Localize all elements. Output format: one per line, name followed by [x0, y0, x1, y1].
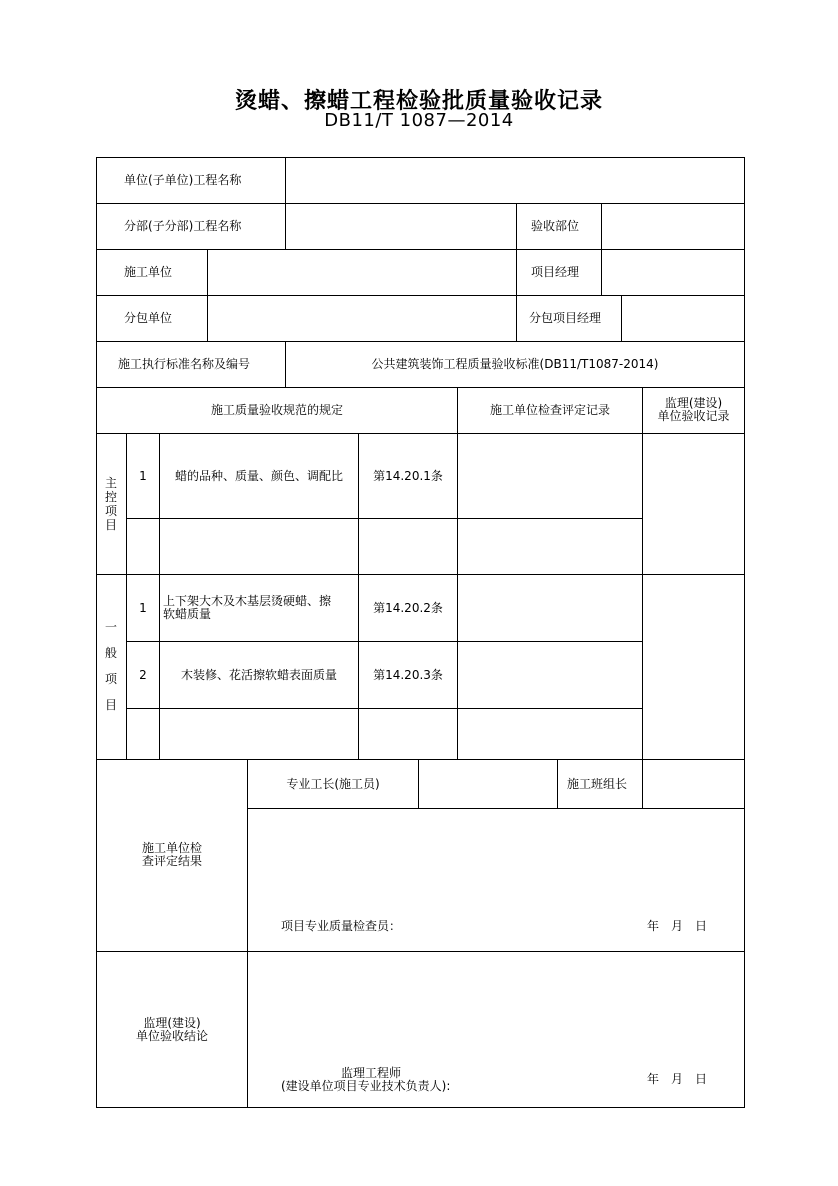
page-subtitle: DB11/T 1087—2014 [324, 110, 514, 131]
contractor-result-label-line1: 施工单位检 [141, 841, 202, 855]
quality-inspector-label: 项目专业质量检查员： [281, 919, 402, 933]
foreman-label: 专业工长(施工员) [286, 777, 380, 791]
supervising-engineer-label-line1: 监理工程师 [341, 1066, 402, 1080]
subcontract-unit-label: 分包单位 [124, 311, 173, 325]
main-item-1-clause: 第14.20.1条 [373, 469, 443, 483]
general-items-label: 一 般 项 目 [104, 620, 117, 712]
supervising-engineer-label-line2: (建设单位项目专业技术负责人): [281, 1079, 451, 1093]
general-item-1-clause: 第14.20.2条 [373, 601, 443, 615]
main-item-1-no: 1 [139, 469, 147, 483]
main-control-items-label: 主 控 项 目 [104, 476, 117, 532]
contractor-record-header: 施工单位检查评定记录 [489, 403, 610, 417]
contractor-result-label-line2: 查评定结果 [141, 854, 202, 868]
main-item-1-desc: 蜡的品种、质量、颜色、调配比 [174, 469, 343, 483]
contractor-date-label: 年 月 日 [647, 919, 708, 933]
construction-unit-label: 施工单位 [124, 265, 173, 279]
general-item-1-no: 1 [139, 601, 147, 615]
spec-header: 施工质量验收规范的规定 [210, 403, 343, 417]
general-item-1-desc-line1: 上下架大木及木基层烫硬蜡、擦 [163, 594, 332, 608]
standard-label: 施工执行标准名称及编号 [118, 357, 251, 371]
general-item-2-no: 2 [139, 668, 147, 682]
acceptance-part-label: 验收部位 [531, 219, 580, 233]
supervisor-result-label-line1: 监理(建设) [143, 1016, 201, 1030]
sub-project-name-label: 分部(子分部)工程名称 [124, 219, 242, 233]
supervisor-date-label: 年 月 日 [647, 1072, 708, 1086]
unit-project-name-label: 单位(子单位)工程名称 [124, 173, 242, 187]
team-leader-label: 施工班组长 [567, 777, 628, 791]
project-manager-label: 项目经理 [531, 265, 580, 279]
page-title: 烫蜡、擦蜡工程检验批质量验收记录 [234, 89, 603, 114]
general-item-2-desc: 木装修、花活擦软蜡表面质量 [180, 668, 337, 682]
standard-value: 公共建筑装饰工程质量验收标准(DB11/T1087-2014) [371, 357, 659, 371]
general-item-1-desc-line2: 软蜡质量 [163, 607, 212, 621]
supervisor-result-label-line2: 单位验收结论 [135, 1029, 208, 1043]
subcontract-manager-label: 分包项目经理 [529, 311, 602, 325]
supervisor-record-header-line2: 单位验收记录 [657, 409, 730, 423]
general-item-2-clause: 第14.20.3条 [373, 668, 443, 682]
supervisor-record-header-line1: 监理(建设) [664, 396, 723, 410]
